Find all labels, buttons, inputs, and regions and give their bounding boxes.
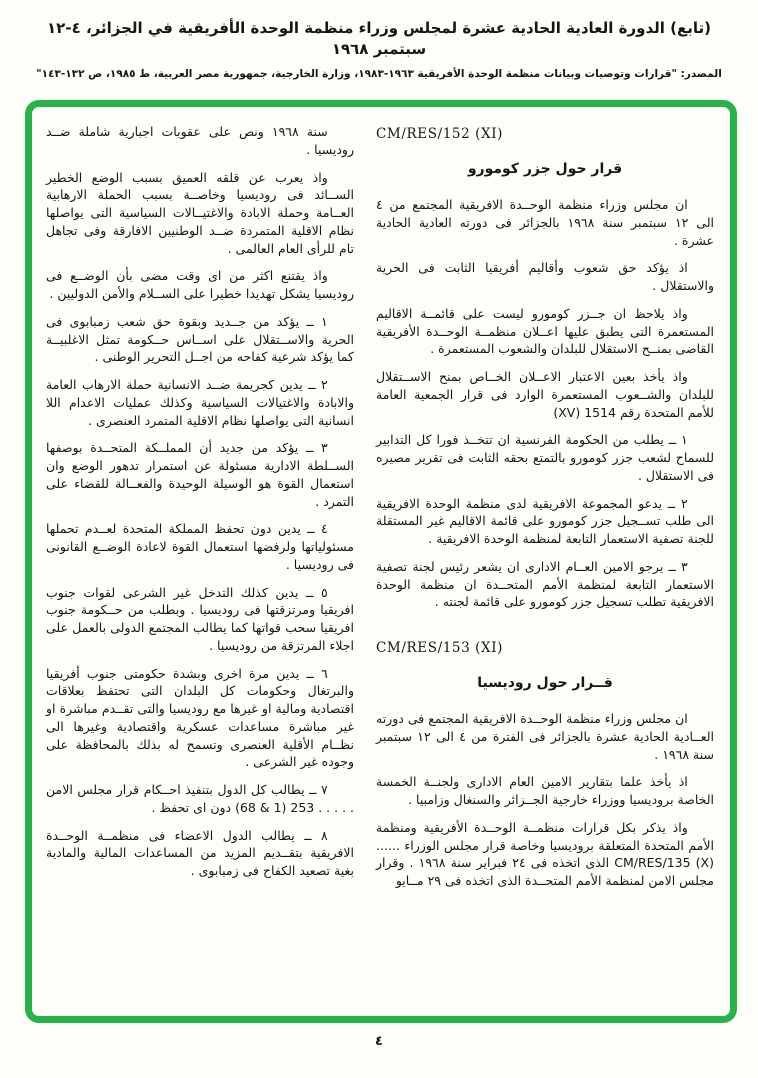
paragraph: ٣ ــ يرجو الامين العــام الادارى ان يشعر رئيس لجنة تصفية الاستعمار التابعة لمنظمة الأمم المتحــدة ان منظمة الوحدة الافريقية تطلب تسجيل جزر كومورو على قائمة لجنته . (376, 558, 714, 610)
paragraph: ان مجلس وزراء منظمة الوحــدة الافريقية المجتمع من ٤ الى ١٢ سبتمبر سنة ١٩٦٨ بالجزائر فى دورته العادية الحادية عشرة . (376, 197, 715, 248)
section-gap (376, 621, 714, 637)
paragraph: ١ ــ يطلب من الحكومة الفرنسية ان تتخــذ فورا كل التدابير للسماح لشعب جزر كومورو بالتمتع بحقه الثابت فى تقرير مصيره فى الاستقلال . (376, 432, 714, 483)
paragraph: واذ يعرب عن قلقه العميق بسبب الوضع الخطير الســائد فى روديسيا وخاصــة بسبب الحملة الارهابية العــامة وحملة الابادة والاغتيــالات السياسية التى يواصلها نظام الاقلية المتمردة ضــد الوطنيين الافارقة وفى تجاهل تام للرأى العام العالمى . (46, 169, 354, 256)
resolution-title: قرار حول جزر كومورو (467, 161, 623, 178)
paragraph: ٣ ــ يؤكد من جديد أن المملــكة المتحــدة بوصفها الســلطة الادارية مسئولة عن استمرار تدهور الوضع وان استعمال القوة هو الوسيلة الوحيدة والفعــالة للقضاء على التمرد . (46, 440, 354, 509)
resolution-title: قــرار حول روديسيا (477, 675, 613, 692)
paragraph: واذ يقتنع اكثر من اى وقت مضى بأن الوضــع فى روديسيا يشكل تهديدا خطيرا على الســلام والأمن الدوليين . (46, 268, 354, 301)
paragraph: ٢ ــ يدعو المجموعة الافريقية لدى منظمة الوحدة الافريقية الى طلب تســجيل جزر كومورو على قائمة الاقاليم غير المستقلة للجنة تصفية الاستعمار التابعة لمنظمة الوحدة الافريقية . (376, 495, 714, 547)
green-border-frame (25, 100, 737, 1023)
page-header (28, 18, 730, 82)
document-title: (تابع) الدورة العادية الحادية عشرة لمجلس وزراء منظمة الوحدة الأفريقية في الجزائر، ٤-١٢ سبتمبر ١٩٦٨ (47, 19, 711, 58)
paragraph: اذ يؤكد حق شعوب وأقاليم أفريقيا الثابت فى الحرية والاستقلال . (376, 260, 714, 294)
paragraph: ٦ ــ يدين مرة اخرى وبشدة حكومتى جنوب أفريقيا والبرتغال وحكومات كل البلدان التى تحتفظ بعلاقات اقتصادية ومالية او غيرها مع روديسيا والتى تقــدم مباشرة او غير مباشرة مساعدات عسكرية واقتصادية وغيرها الى نظــام الأقلية العنصرى وتسمح له بذلك بالمحافظة على وجوده غير الشرعى . (46, 665, 354, 770)
paragraph: ٥ ــ يدين كذلك التدخل غير الشرعى لقوات جنوب افريقيا ومرتزقتها فى روديسيا . وبطلب من حــكومة جنوب افريقيا سحب قواتها كما يطالب المجتمع الدولى بالعمل على اجلاء المرتزقة من روديسيا . (46, 584, 354, 653)
column-right (376, 123, 714, 1006)
paragraph: ان مجلس وزراء منظمة الوحــدة الافريقية المجتمع فى دورته العــادية الحادية عشرة بالجزائر فى الفترة من ٤ الى ١٢ سبتمبر سنة ١٩٦٨ . (376, 711, 715, 762)
paragraph: ٤ ــ يدين دون تحفظ المملكة المتحدة لعــدم تحملها مسئولياتها ولرفضها استعمال القوة لاعادة الوضــع القانونى فى روديسيا . (46, 521, 354, 572)
paragraph: ٢ ــ يدين كجريمة ضــد الانسانية حملة الارهاب العامة والابادة والاغتيالات السياسية وكذلك عمليات الاعدام اللا انسانية التى يواصلها نظام الاقلية المتمرد العنصرى . (46, 377, 354, 428)
paragraph: ١ ــ يؤكد من جــديد وبقوة حق شعب زمبابوى فى الحرية والاســتقلال على اســاس حــكومة تمثل الاغلبيــة كما يؤكد شرعية كفاحه من اجــل التحرير الوطنى . (46, 313, 354, 365)
document-body (32, 107, 730, 1016)
column-left (46, 123, 354, 1006)
paragraph: واذ يأخذ بعين الاعتبار الاعــلان الخــاص بمنح الاســتقلال للبلدان والشــعوب المستعمرة الوارد فى قرار الجمعية العامة للأمم المتحدة رقم 1514 (XV) (376, 369, 714, 420)
paragraph: ٨ ــ يطالب الدول الاعضاء فى منظمــة الوحــدة الافريقية بتقــديم المزيد من المساعدات المالية والمادية بغية تصعيد الكفاح فى زمبابوى . (46, 827, 354, 878)
page-number: ٤ (375, 1034, 383, 1049)
resolution-code: CM/RES/152 (XI) (376, 126, 504, 142)
paragraph: اذ يأخذ علما بتقارير الامين العام الادارى ولجنــة الخمسة الخاصة بروديسيا ووزراء خارجية الجــزائر والسنغال وزامبيا . (376, 774, 714, 808)
resolution-code: CM/RES/153 (XI) (376, 640, 504, 657)
source-citation: المصدر: "قرارات وتوصيات وبيانات منظمة الوحدة الأفريقية ١٩٦٣-١٩٨٣، وزارة الخارجية، جمهورية مصر العربية، ط ١٩٨٥، ص ١٣٢-١٤٣" (36, 68, 722, 80)
paragraph: ٧ ــ يطالب كل الدول بتنفيذ احــكام قرار مجلس الامن . . . . . 253 (1 & 68) دون اى تحفظ . (46, 782, 354, 815)
paragraph: سنة ١٩٦٨ ونص على عقوبات اجبارية شاملة ضــد روديسيا . (46, 124, 354, 157)
paragraph: واذ يلاحظ ان جــزر كومورو ليست على قائمــة الاقاليم المستعمرة التى يطبق عليها اعــلان منظمــة الوحــدة الأفريقية القاضى بمنــح الاستقلال للبلدان والشعوب المستعمرة . (376, 305, 714, 357)
paragraph: واذ يذكر بكل قرارات منظمــة الوحــدة الأفريقية ومنظمة الأمم المتحدة المتعلقة بروديسيا وخاصة قرار مجلس الوزراء ...... CM/RES/135 (X) الذى اتخذه فى ٢٤ فبراير سنة ١٩٦٨ . وقرار مجلس الامن لمنظمة الأمم المتحــدة الذى اتخذه فى ٢٩ مــايو (376, 819, 714, 889)
